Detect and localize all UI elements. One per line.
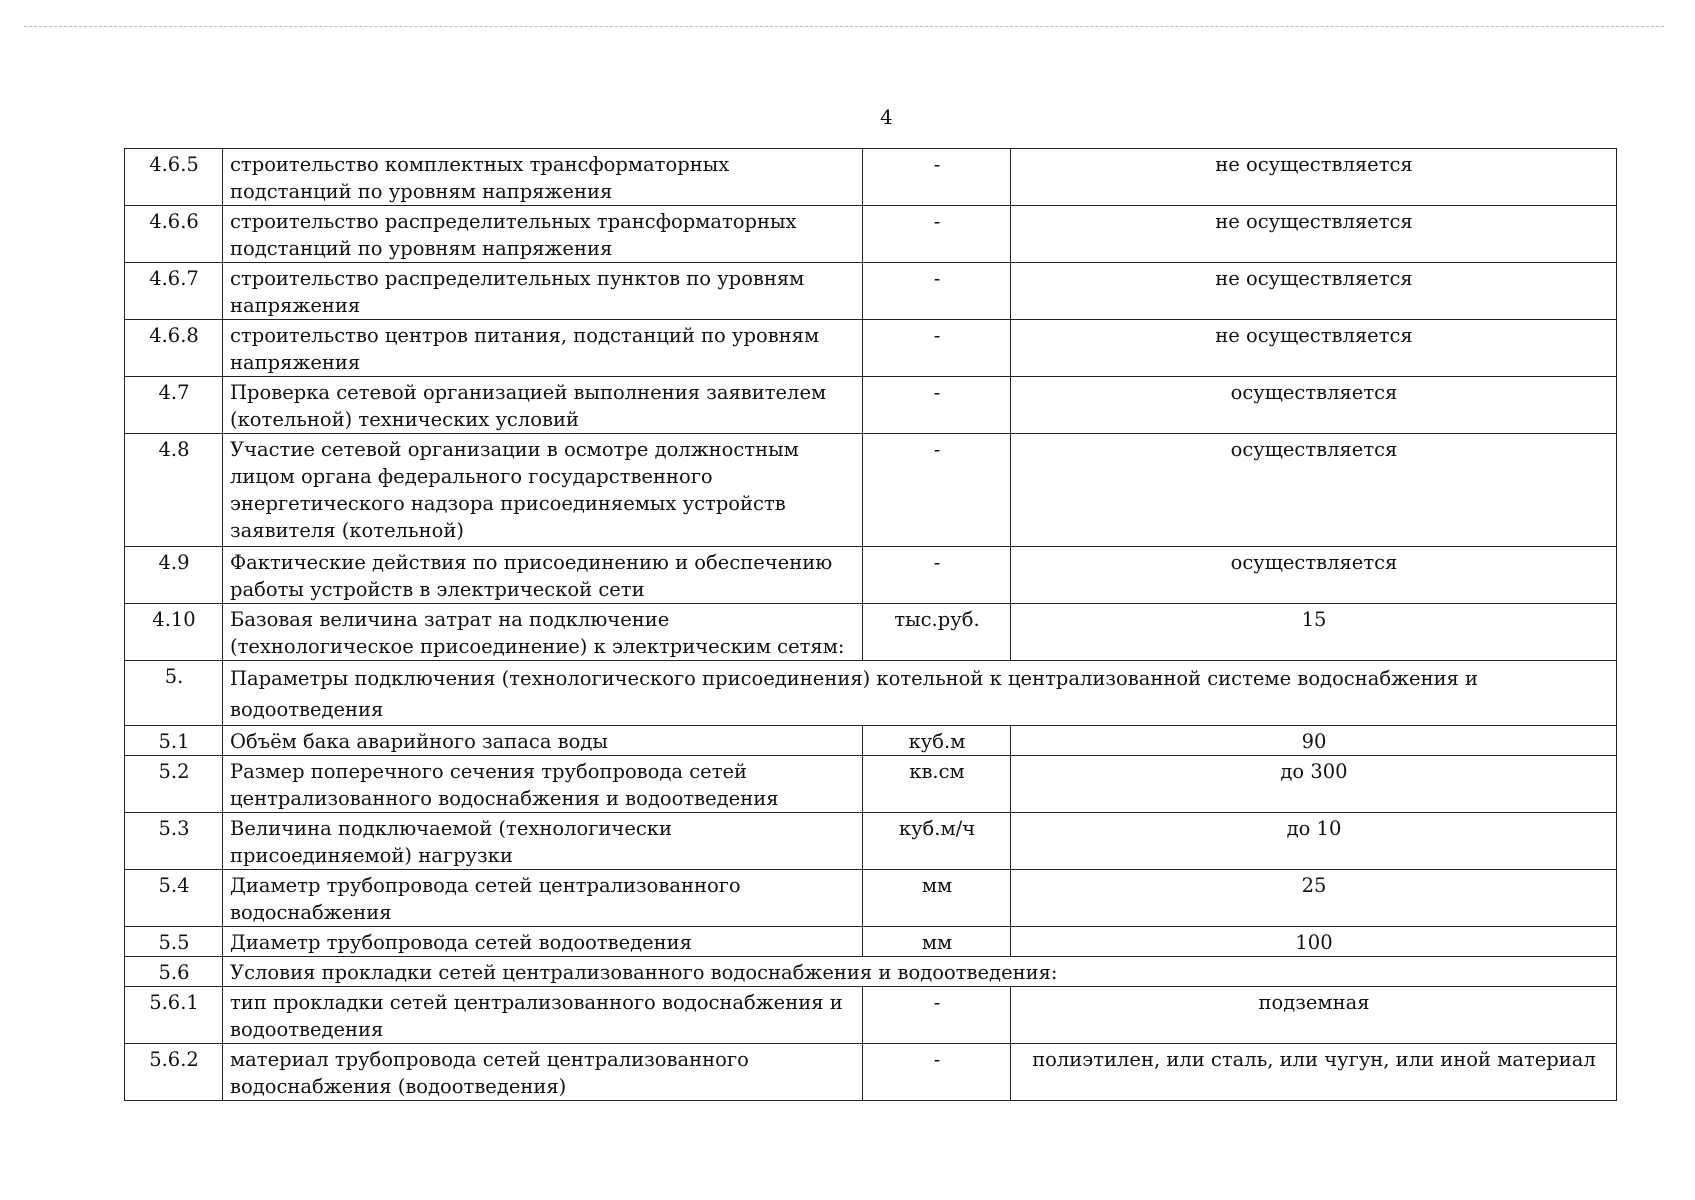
table-row — [125, 377, 1617, 434]
table-row — [125, 149, 1617, 206]
row-number: 4.6.5 — [125, 149, 223, 206]
row-name: материал трубопровода сетей централизованного водоснабжения (водоотведения) — [223, 1044, 863, 1101]
row-unit: - — [863, 1044, 1011, 1101]
row-value: подземная — [1011, 987, 1617, 1044]
row-name: Базовая величина затрат на подключение (технологическое присоединение) к электрическим сетям: — [223, 604, 863, 661]
page-number: 4 — [880, 105, 893, 129]
table-row — [125, 434, 1617, 547]
row-unit: мм — [863, 870, 1011, 927]
row-number: 5.2 — [125, 756, 223, 813]
row-value: полиэтилен, или сталь, или чугун, или иной материал — [1011, 1044, 1617, 1101]
row-unit: куб.м — [863, 726, 1011, 756]
row-unit: - — [863, 547, 1011, 604]
row-value: не осуществляется — [1011, 320, 1617, 377]
table-row — [125, 604, 1617, 661]
row-name: Объём бака аварийного запаса воды — [223, 726, 863, 756]
row-name: строительство распределительных трансформаторных подстанций по уровням напряжения — [223, 206, 863, 263]
row-name: Диаметр трубопровода сетей водоотведения — [223, 927, 863, 957]
row-value: до 300 — [1011, 756, 1617, 813]
row-name: тип прокладки сетей централизованного водоснабжения и водоотведения — [223, 987, 863, 1044]
row-value: 100 — [1011, 927, 1617, 957]
row-name: строительство комплектных трансформаторных подстанций по уровням напряжения — [223, 149, 863, 206]
row-value: 15 — [1011, 604, 1617, 661]
row-name: Участие сетевой организации в осмотре должностным лицом органа федерального государственного энергетического надзора присоединяемых устройств заявителя (котельной) — [223, 434, 863, 547]
row-unit: куб.м/ч — [863, 813, 1011, 870]
row-value: 90 — [1011, 726, 1617, 756]
table-row — [125, 206, 1617, 263]
table-row — [125, 756, 1617, 813]
row-number: 5.6.2 — [125, 1044, 223, 1101]
row-name: строительство распределительных пунктов по уровням напряжения — [223, 263, 863, 320]
section-number: 5. — [125, 661, 223, 726]
row-name: Размер поперечного сечения трубопровода сетей централизованного водоснабжения и водоотведения — [223, 756, 863, 813]
row-value: не осуществляется — [1011, 263, 1617, 320]
table-row — [125, 726, 1617, 756]
table-row — [125, 813, 1617, 870]
row-unit: - — [863, 320, 1011, 377]
row-number: 5.3 — [125, 813, 223, 870]
row-name: строительство центров питания, подстанций по уровням напряжения — [223, 320, 863, 377]
row-unit: - — [863, 206, 1011, 263]
row-number: 5.5 — [125, 927, 223, 957]
table-row — [125, 1044, 1617, 1101]
row-value: 25 — [1011, 870, 1617, 927]
table-row — [125, 987, 1617, 1044]
row-value: не осуществляется — [1011, 149, 1617, 206]
row-name: Величина подключаемой (технологически присоединяемой) нагрузки — [223, 813, 863, 870]
row-name: Диаметр трубопровода сетей централизованного водоснабжения — [223, 870, 863, 927]
row-unit: - — [863, 434, 1011, 547]
section-number: 5.6 — [125, 957, 223, 987]
row-number: 5.6.1 — [125, 987, 223, 1044]
row-number: 4.9 — [125, 547, 223, 604]
row-number: 4.6.7 — [125, 263, 223, 320]
section-row — [125, 957, 1617, 987]
row-unit: - — [863, 149, 1011, 206]
row-unit: тыс.руб. — [863, 604, 1011, 661]
row-number: 5.4 — [125, 870, 223, 927]
table-row — [125, 927, 1617, 957]
row-number: 5.1 — [125, 726, 223, 756]
row-number: 4.6.8 — [125, 320, 223, 377]
row-unit: - — [863, 987, 1011, 1044]
row-unit: мм — [863, 927, 1011, 957]
row-value: не осуществляется — [1011, 206, 1617, 263]
parameters-table — [124, 148, 1617, 1101]
row-unit: - — [863, 263, 1011, 320]
scan-top-rule — [24, 26, 1664, 27]
row-value: до 10 — [1011, 813, 1617, 870]
section-title: Условия прокладки сетей централизованного водоснабжения и водоотведения: — [223, 957, 1617, 987]
row-number: 4.6.6 — [125, 206, 223, 263]
row-value: осуществляется — [1011, 434, 1617, 547]
table-row — [125, 870, 1617, 927]
row-unit: кв.см — [863, 756, 1011, 813]
row-value: осуществляется — [1011, 377, 1617, 434]
row-name: Фактические действия по присоединению и обеспечению работы устройств в электрической сети — [223, 547, 863, 604]
row-number: 4.8 — [125, 434, 223, 547]
row-unit: - — [863, 377, 1011, 434]
row-value: осуществляется — [1011, 547, 1617, 604]
table-row — [125, 320, 1617, 377]
table-row — [125, 547, 1617, 604]
row-number: 4.7 — [125, 377, 223, 434]
table-row — [125, 263, 1617, 320]
row-number: 4.10 — [125, 604, 223, 661]
row-name: Проверка сетевой организацией выполнения заявителем (котельной) технических условий — [223, 377, 863, 434]
section-row — [125, 661, 1617, 726]
section-title: Параметры подключения (технологического присоединения) котельной к централизованной системе водоснабжения и водоотведения — [223, 661, 1617, 726]
